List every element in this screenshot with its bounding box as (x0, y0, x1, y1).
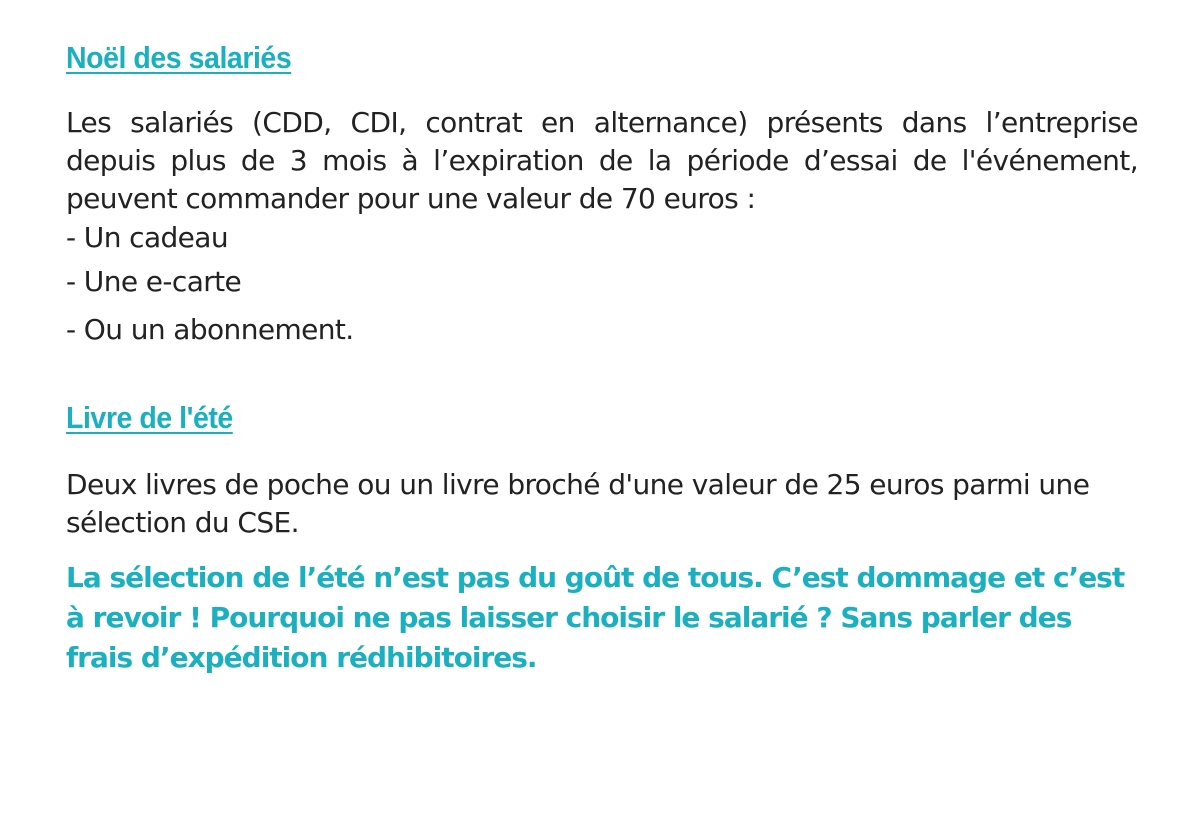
list-item: - Ou un abonnement. (66, 313, 354, 346)
section-paragraph-noel: Les salariés (CDD, CDI, contrat en alternance) présents dans l’entreprise depuis plus de 3 mois à l’expiration de la période d’essai de l'événement, peuvent commander pour une valeur de 70 euros : (66, 106, 1138, 215)
document-body (66, 40, 1138, 678)
list-item: - Un cadeau (66, 221, 229, 254)
highlighted-comment: La sélection de l’été n’est pas du goût de tous. C’est dommage et c’est à revoir ! Pourquoi ne pas laisser choisir le salarié ? Sans parler des frais d’expédition rédhibitoires. (66, 561, 1125, 674)
gift-options-list (66, 218, 1138, 354)
list-item: - Une e-carte (66, 265, 242, 298)
section-livre-de-l-ete (66, 354, 1138, 678)
section-paragraph-livre: Deux livres de poche ou un livre broché d'une valeur de 25 euros parmi une sélection du CSE. (66, 468, 1090, 539)
section-title-noel: Noël des salariés (66, 40, 292, 75)
section-title-livre: Livre de l'été (66, 400, 233, 435)
section-noel-des-salaries (66, 40, 1138, 354)
